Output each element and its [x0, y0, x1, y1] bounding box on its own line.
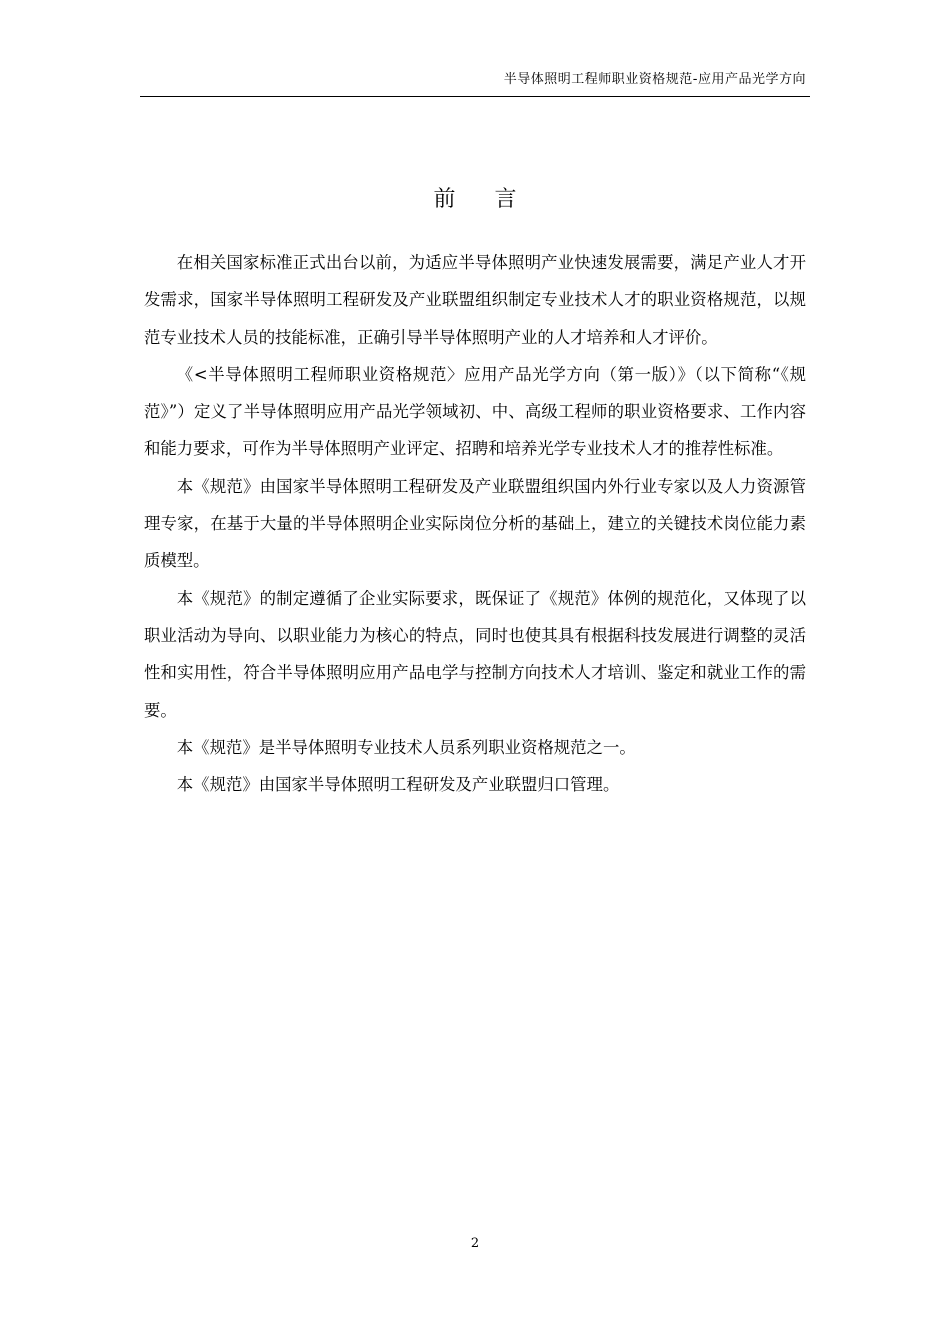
paragraph: 本《规范》由国家半导体照明工程研发及产业联盟归口管理。 [176, 775, 620, 795]
running-header-title: 半导体照明工程师职业资格规范-应用产品光学方向 [503, 72, 806, 87]
paragraph: 在相关国家标准正式出台以前，为适应半导体照明产业快速发展需要，满足产业人才开发需求，国家半导体照明工程研发及产业联盟组织制定专业技术人才的职业资格规范，以规范专业技术人员的技能标准，正确引导半导体照明产业的人才培养和人才评价。 [144, 253, 806, 347]
page-header [140, 60, 810, 97]
document-body [144, 244, 806, 803]
paragraph: 《<半导体照明工程师职业资格规范〉应用产品光学方向（第一版）》（以下简称“《规范》”）定义了半导体照明应用产品光学领域初、中、高级工程师的职业资格要求、工作内容和能力要求，可作为半导体照明产业评定、招聘和培养光学专业技术人才的推荐性标准。 [144, 364, 806, 459]
page-number: 2 [470, 1236, 480, 1251]
paragraph: 本《规范》是半导体照明专业技术人员系列职业资格规范之一。 [176, 737, 636, 757]
paragraph: 本《规范》的制定遵循了企业实际要求，既保证了《规范》体例的规范化，又体现了以职业活动为导向、以职业能力为核心的特点，同时也使其具有根据科技发展进行调整的灵活性和实用性，符合半导体照明应用产品电学与控制方向技术人才培训、鉴定和就业工作的需要。 [144, 588, 806, 720]
page-title: 前 言 [433, 187, 533, 212]
paragraph: 本《规范》由国家半导体照明工程研发及产业联盟组织国内外行业专家以及人力资源管理专家，在基于大量的半导体照明企业实际岗位分析的基础上，建立的关键技术岗位能力素质模型。 [144, 476, 806, 571]
